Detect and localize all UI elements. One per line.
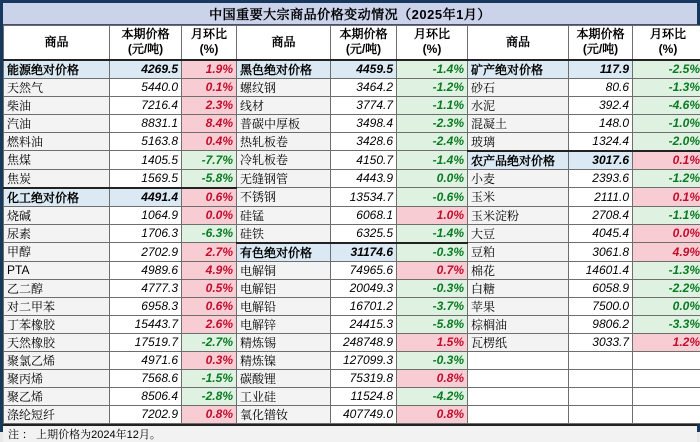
- commodity-cell: 棉花: [468, 261, 569, 279]
- mom-cell: 0.1%: [633, 151, 700, 170]
- mom-cell: -0.3%: [397, 243, 468, 262]
- mom-cell: -1.3%: [633, 261, 700, 279]
- commodity-cell: 尿素: [4, 224, 110, 243]
- mom-cell: [633, 369, 700, 387]
- commodity-cell: 丁苯橡胶: [4, 315, 110, 333]
- mom-cell: -2.4%: [397, 132, 468, 151]
- commodity-cell: 电解铝: [237, 279, 331, 297]
- col-header-price: 本期价格 (元/吨): [331, 26, 397, 60]
- price-cell: 11524.8: [331, 387, 397, 405]
- price-cell: 3464.2: [331, 78, 397, 96]
- table-row: [4, 351, 700, 369]
- price-cell: 80.6: [569, 78, 633, 96]
- price-cell: 9806.2: [569, 315, 633, 333]
- commodity-cell: 黑色绝对价格: [237, 60, 331, 79]
- table-row: [4, 188, 700, 207]
- mom-cell: -4.2%: [397, 387, 468, 405]
- commodity-cell: 豆粕: [468, 243, 569, 262]
- price-cell: 117.9: [569, 60, 633, 79]
- mom-cell: -1.4%: [397, 60, 468, 79]
- col-header-mom: 月环比 (%): [397, 26, 468, 60]
- mom-cell: 8.4%: [182, 114, 237, 132]
- mom-cell: 0.0%: [633, 297, 700, 315]
- table-row: [4, 261, 700, 279]
- table-row: [4, 387, 700, 405]
- mom-cell: -1.1%: [633, 206, 700, 224]
- price-cell: 14601.4: [569, 261, 633, 279]
- commodity-cell: 焦煤: [4, 151, 110, 170]
- price-cell: 3061.8: [569, 243, 633, 262]
- price-cell: 7568.6: [110, 369, 182, 387]
- commodity-price-table: [3, 25, 700, 424]
- mom-cell: 1.2%: [633, 333, 700, 351]
- commodity-cell: 硅锰: [237, 206, 331, 224]
- price-cell: 3428.6: [331, 132, 397, 151]
- commodity-cell: [468, 351, 569, 369]
- commodity-cell: 小麦: [468, 169, 569, 188]
- price-cell: 6958.3: [110, 297, 182, 315]
- commodity-cell: 柴油: [4, 96, 110, 114]
- mom-cell: -2.8%: [182, 387, 237, 405]
- commodity-cell: 精炼锡: [237, 333, 331, 351]
- mom-cell: 0.1%: [633, 188, 700, 207]
- price-cell: 4443.9: [331, 169, 397, 188]
- commodity-cell: 硅铁: [237, 224, 331, 243]
- price-cell: 2702.9: [110, 243, 182, 262]
- col-header-mom: 月环比 (%): [182, 26, 237, 60]
- mom-cell: -2.7%: [182, 333, 237, 351]
- table-row: [4, 206, 700, 224]
- header-row: [4, 26, 700, 60]
- commodity-cell: 水泥: [468, 96, 569, 114]
- price-cell: 15443.7: [110, 315, 182, 333]
- mom-cell: 4.9%: [633, 243, 700, 262]
- mom-cell: 0.8%: [182, 405, 237, 423]
- price-cell: 4989.6: [110, 261, 182, 279]
- table-header: [4, 26, 700, 60]
- commodity-cell: 甲醇: [4, 243, 110, 262]
- commodity-cell: 热轧板卷: [237, 132, 331, 151]
- table-row: [4, 333, 700, 351]
- price-cell: 392.4: [569, 96, 633, 114]
- mom-cell: 0.3%: [182, 351, 237, 369]
- mom-cell: 2.3%: [182, 96, 237, 114]
- commodity-cell: 碳酸锂: [237, 369, 331, 387]
- commodity-cell: 化工绝对价格: [4, 188, 110, 207]
- commodity-cell: 天然橡胶: [4, 333, 110, 351]
- table-row: [4, 369, 700, 387]
- commodity-cell: 农产品绝对价格: [468, 151, 569, 170]
- mom-cell: 0.8%: [397, 405, 468, 423]
- price-cell: 74965.6: [331, 261, 397, 279]
- price-cell: 2111.0: [569, 188, 633, 207]
- footnote: 注 ： 上期价格为2024年12月。: [3, 424, 697, 442]
- price-cell: 13534.7: [331, 188, 397, 207]
- table-row: [4, 132, 700, 151]
- mom-cell: 0.7%: [397, 261, 468, 279]
- commodity-cell: 苹果: [468, 297, 569, 315]
- price-cell: 6325.5: [331, 224, 397, 243]
- price-cell: 1064.9: [110, 206, 182, 224]
- mom-cell: -0.3%: [397, 351, 468, 369]
- table-row: [4, 297, 700, 315]
- price-cell: 6068.1: [331, 206, 397, 224]
- table-row: [4, 60, 700, 79]
- mom-cell: -6.3%: [182, 224, 237, 243]
- price-cell: 7216.4: [110, 96, 182, 114]
- mom-cell: -1.0%: [633, 114, 700, 132]
- mom-cell: -2.3%: [397, 114, 468, 132]
- commodity-cell: [468, 387, 569, 405]
- mom-cell: [633, 387, 700, 405]
- commodity-cell: 瓦楞纸: [468, 333, 569, 351]
- commodity-cell: 棕榈油: [468, 315, 569, 333]
- commodity-cell: 天然气: [4, 78, 110, 96]
- commodity-cell: 氧化镨钕: [237, 405, 331, 423]
- mom-cell: -0.3%: [397, 279, 468, 297]
- commodity-cell: 汽油: [4, 114, 110, 132]
- commodity-cell: 普碳中厚板: [237, 114, 331, 132]
- commodity-cell: 螺纹钢: [237, 78, 331, 96]
- mom-cell: 1.0%: [397, 206, 468, 224]
- report-title: 中国重要大宗商品价格变动情况（2025年1月）: [3, 3, 697, 25]
- table-row: [4, 78, 700, 96]
- price-cell: 17519.7: [110, 333, 182, 351]
- commodity-cell: 不锈钢: [237, 188, 331, 207]
- mom-cell: 2.7%: [182, 243, 237, 262]
- mom-cell: -1.2%: [397, 78, 468, 96]
- table-row: [4, 405, 700, 423]
- mom-cell: -2.0%: [633, 132, 700, 151]
- commodity-cell: 玉米淀粉: [468, 206, 569, 224]
- col-header-commodity: 商品: [468, 26, 569, 60]
- commodity-cell: 涤纶短纤: [4, 405, 110, 423]
- price-cell: 1324.4: [569, 132, 633, 151]
- price-cell: 20049.3: [331, 279, 397, 297]
- commodity-cell: 冷轧板卷: [237, 151, 331, 170]
- price-cell: 148.0: [569, 114, 633, 132]
- mom-cell: 0.0%: [633, 224, 700, 243]
- commodity-cell: 电解铜: [237, 261, 331, 279]
- price-cell: 2393.6: [569, 169, 633, 188]
- price-cell: [569, 369, 633, 387]
- mom-cell: [633, 351, 700, 369]
- price-cell: 5440.0: [110, 78, 182, 96]
- commodity-cell: 聚丙烯: [4, 369, 110, 387]
- col-header-mom: 月环比 (%): [633, 26, 700, 60]
- commodity-cell: 工业硅: [237, 387, 331, 405]
- price-cell: [569, 387, 633, 405]
- mom-cell: 0.6%: [182, 297, 237, 315]
- price-cell: 1706.3: [110, 224, 182, 243]
- col-header-price: 本期价格 (元/吨): [569, 26, 633, 60]
- price-cell: 75319.8: [331, 369, 397, 387]
- table-body: [4, 60, 700, 424]
- table-row: [4, 114, 700, 132]
- price-cell: 4150.7: [331, 151, 397, 170]
- price-cell: 3774.7: [331, 96, 397, 114]
- price-cell: 248748.9: [331, 333, 397, 351]
- price-cell: [569, 405, 633, 423]
- mom-cell: 2.6%: [182, 315, 237, 333]
- commodity-cell: 玉米: [468, 188, 569, 207]
- price-cell: [569, 351, 633, 369]
- table-row: [4, 315, 700, 333]
- price-cell: 4491.4: [110, 188, 182, 207]
- commodity-cell: 烧碱: [4, 206, 110, 224]
- mom-cell: 0.1%: [182, 78, 237, 96]
- commodity-cell: 混凝土: [468, 114, 569, 132]
- mom-cell: 4.9%: [182, 261, 237, 279]
- mom-cell: -3.3%: [633, 315, 700, 333]
- mom-cell: -1.5%: [182, 369, 237, 387]
- commodity-cell: 无缝钢管: [237, 169, 331, 188]
- commodity-cell: [468, 405, 569, 423]
- price-cell: 2708.4: [569, 206, 633, 224]
- commodity-cell: 燃料油: [4, 132, 110, 151]
- mom-cell: -1.2%: [633, 169, 700, 188]
- mom-cell: 0.5%: [182, 279, 237, 297]
- mom-cell: -5.8%: [182, 169, 237, 188]
- commodity-cell: 有色绝对价格: [237, 243, 331, 262]
- price-cell: 16701.2: [331, 297, 397, 315]
- price-cell: 407749.0: [331, 405, 397, 423]
- table-row: [4, 169, 700, 188]
- price-cell: 31174.6: [331, 243, 397, 262]
- commodity-cell: 精炼镍: [237, 351, 331, 369]
- commodity-cell: 聚乙烯: [4, 387, 110, 405]
- price-cell: 4269.5: [110, 60, 182, 79]
- price-cell: 4045.4: [569, 224, 633, 243]
- mom-cell: 1.9%: [182, 60, 237, 79]
- price-cell: 4971.6: [110, 351, 182, 369]
- commodity-cell: 玻璃: [468, 132, 569, 151]
- mom-cell: -4.6%: [633, 96, 700, 114]
- mom-cell: -3.7%: [397, 297, 468, 315]
- mom-cell: -2.5%: [633, 60, 700, 79]
- mom-cell: -5.8%: [397, 315, 468, 333]
- mom-cell: -7.7%: [182, 151, 237, 170]
- commodity-cell: 白糖: [468, 279, 569, 297]
- commodity-cell: 线材: [237, 96, 331, 114]
- mom-cell: -1.1%: [397, 96, 468, 114]
- mom-cell: -1.4%: [397, 151, 468, 170]
- price-cell: 6058.9: [569, 279, 633, 297]
- commodity-cell: 能源绝对价格: [4, 60, 110, 79]
- price-cell: 7202.9: [110, 405, 182, 423]
- commodity-cell: 乙二醇: [4, 279, 110, 297]
- commodity-cell: 对二甲苯: [4, 297, 110, 315]
- commodity-cell: 聚氯乙烯: [4, 351, 110, 369]
- table-row: [4, 224, 700, 243]
- table-row: [4, 96, 700, 114]
- commodity-cell: [468, 369, 569, 387]
- mom-cell: -2.2%: [633, 279, 700, 297]
- price-cell: 8506.4: [110, 387, 182, 405]
- table-row: [4, 279, 700, 297]
- mom-cell: 0.4%: [182, 132, 237, 151]
- mom-cell: -1.3%: [633, 78, 700, 96]
- mom-cell: 0.0%: [182, 206, 237, 224]
- mom-cell: -0.6%: [397, 188, 468, 207]
- price-cell: 1569.5: [110, 169, 182, 188]
- price-cell: 8831.1: [110, 114, 182, 132]
- table-row: [4, 243, 700, 262]
- mom-cell: -1.4%: [397, 224, 468, 243]
- price-cell: 3033.7: [569, 333, 633, 351]
- table-row: [4, 151, 700, 170]
- commodity-cell: 矿产绝对价格: [468, 60, 569, 79]
- commodity-cell: 电解锌: [237, 315, 331, 333]
- commodity-cell: 砂石: [468, 78, 569, 96]
- mom-cell: 0.0%: [397, 169, 468, 188]
- price-cell: 127099.3: [331, 351, 397, 369]
- commodity-cell: 电解铅: [237, 297, 331, 315]
- price-cell: 4459.5: [331, 60, 397, 79]
- price-cell: 3498.4: [331, 114, 397, 132]
- commodity-cell: 焦炭: [4, 169, 110, 188]
- mom-cell: 0.6%: [182, 188, 237, 207]
- col-header-commodity: 商品: [4, 26, 110, 60]
- price-cell: 4777.3: [110, 279, 182, 297]
- col-header-commodity: 商品: [237, 26, 331, 60]
- price-cell: 1405.5: [110, 151, 182, 170]
- price-cell: 24415.3: [331, 315, 397, 333]
- price-cell: 5163.8: [110, 132, 182, 151]
- col-header-price: 本期价格 (元/吨): [110, 26, 182, 60]
- price-cell: 7500.0: [569, 297, 633, 315]
- mom-cell: [633, 405, 700, 423]
- price-cell: 3017.6: [569, 151, 633, 170]
- mom-cell: 1.5%: [397, 333, 468, 351]
- commodity-cell: 大豆: [468, 224, 569, 243]
- mom-cell: 0.8%: [397, 369, 468, 387]
- commodity-cell: PTA: [4, 261, 110, 279]
